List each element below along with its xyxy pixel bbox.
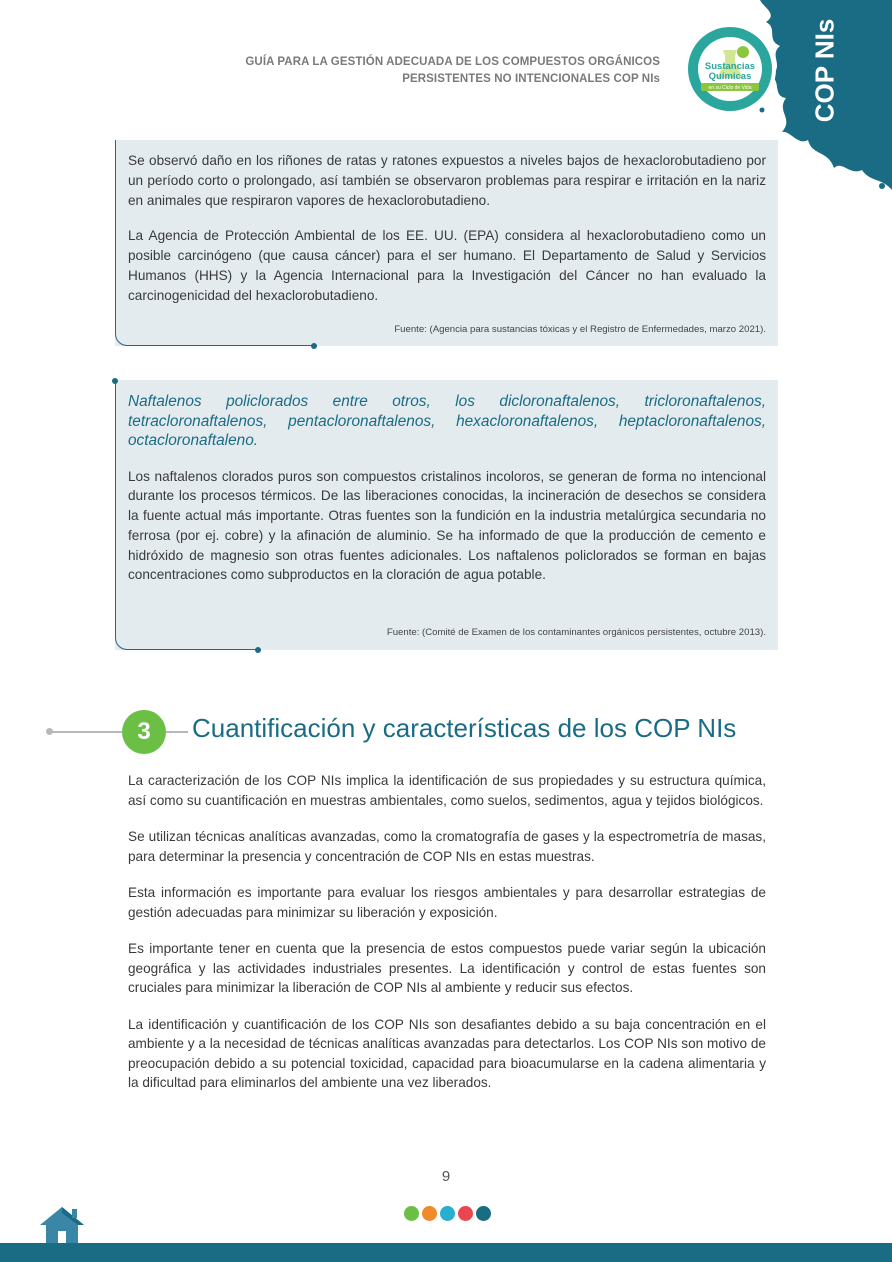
box1-paragraph-2: La Agencia de Protección Ambiental de los EE. UU. (EPA) considera al hexaclorobutadieno como un posible carcinógeno (que causa cáncer) para el ser humano. El Departamento de Salud y Servicios Humanos (HHS) y la Agencia Internacional para la Investigación del Cáncer no han evaluado la carcinogenicidad del hexaclorobutadieno. bbox=[128, 228, 766, 303]
running-header bbox=[200, 54, 660, 88]
box2-bracket-bottom-dot bbox=[255, 647, 261, 653]
section-paragraph-2: Se utilizan técnicas analíticas avanzadas, como la cromatografía de gases y la espectrometría de masas, para determinar la presencia y concentración de COP NIs en estas muestras. bbox=[128, 829, 766, 864]
section-line-right bbox=[166, 731, 188, 733]
color-dot bbox=[404, 1206, 419, 1221]
footer-bar bbox=[0, 1243, 892, 1262]
box1-bracket-dot bbox=[311, 343, 317, 349]
section-paragraph-4: Es importante tener en cuenta que la presencia de estos compuestos puede variar según la ubicación geográfica y las actividades industriales presentes. La identificación y control de estas fuentes son cruciales para minimizar la liberación de COP NIs al ambiente y reducir sus efectos. bbox=[128, 941, 766, 995]
box1-source: Fuente: (Agencia para sustancias tóxicas y el Registro de Enfermedades, marzo 2021). bbox=[394, 324, 766, 335]
section-title: Cuantificación y características de los COP NIs bbox=[192, 713, 737, 743]
running-header-line2: PERSISTENTES NO INTENCIONALES COP NIs bbox=[402, 73, 660, 85]
box2-bracket-top-dot bbox=[112, 378, 118, 384]
section-number-badge: 3 bbox=[122, 710, 166, 754]
page-number: 9 bbox=[441, 1168, 451, 1185]
color-dot bbox=[440, 1206, 455, 1221]
side-section-label-text: COP NIs bbox=[809, 18, 840, 122]
color-dot bbox=[458, 1206, 473, 1221]
box1-bracket bbox=[115, 140, 314, 346]
box2-bracket bbox=[115, 382, 258, 650]
box2-source: Fuente: (Comité de Examen de los contaminantes orgánicos persistentes, octubre 2013). bbox=[386, 627, 766, 638]
logo-name-line2: Químicas bbox=[708, 71, 752, 82]
section-paragraph-3: Esta información es importante para evaluar los riesgos ambientales y para desarrollar estrategias de gestión adecuadas para minimizar su liberación y exposición. bbox=[128, 885, 766, 920]
section-paragraph-5: La identificación y cuantificación de los COP NIs son desafiantes debido a su baja concentración en el ambiente y a la necesidad de técnicas analíticas avanzadas para detectarlos. Los COP NIs son motivo de preocupación debido a su potencial toxicidad, capacidad para bioacumularse en la cadena alimentaria y la dificultad para eliminarlos del ambiente una vez liberados. bbox=[128, 1016, 766, 1090]
color-dots bbox=[404, 1206, 491, 1221]
home-icon[interactable] bbox=[38, 1205, 86, 1245]
color-dot bbox=[422, 1206, 437, 1221]
box2-lead: Naftalenos policlorados entre otros, los dicloronaftalenos, tricloronaftalenos, tetracloronaftalenos, pentacloronaftalenos, hexacloronaftalenos, heptacloronaftalenos, octacloronaftaleno. bbox=[128, 393, 766, 449]
section-body bbox=[128, 771, 766, 1110]
running-header-line1: GUÍA PARA LA GESTIÓN ADECUADA DE LOS COMPUESTOS ORGÁNICOS bbox=[245, 56, 660, 68]
section-paragraph-1: La caracterización de los COP NIs implica la identificación de sus propiedades y su estructura química, así como su cuantificación en muestras ambientales, como suelos, sedimentos, agua y tejidos biológicos. bbox=[128, 773, 766, 808]
box1-paragraph-1: Se observó daño en los riñones de ratas y ratones expuestos a niveles bajos de hexaclorobutadieno por un período corto o prolongado, así también se observaron problemas para respirar e irritación en la nariz en animales que respiraron vapores de hexaclorobutadieno. bbox=[128, 153, 766, 208]
side-section-label bbox=[800, 20, 850, 120]
program-logo bbox=[683, 22, 777, 116]
section-line-left bbox=[50, 731, 122, 733]
logo-tagline: en su Ciclo de Vida bbox=[708, 85, 752, 91]
logo-name-line1: Sustancias bbox=[704, 61, 756, 72]
box2-paragraph: Los naftalenos clorados puros son compuestos cristalinos incoloros, se generan de forma no intencional durante los procesos térmicos. De las liberaciones conocidas, la incineración de desechos se considera la fuente actual más importante. Otras fuentes son la fundición en la industria metalúrgica secundaria no ferrosa (por ej. cobre) y la afinación de aluminio. Se ha informado de que la producción de cemento e hidróxido de magnesio son otras fuentes adicionales. Los naftalenos policlorados se forman en bajas concentraciones como subproductos en la cloración de agua potable. bbox=[128, 468, 766, 583]
color-dot bbox=[476, 1206, 491, 1221]
